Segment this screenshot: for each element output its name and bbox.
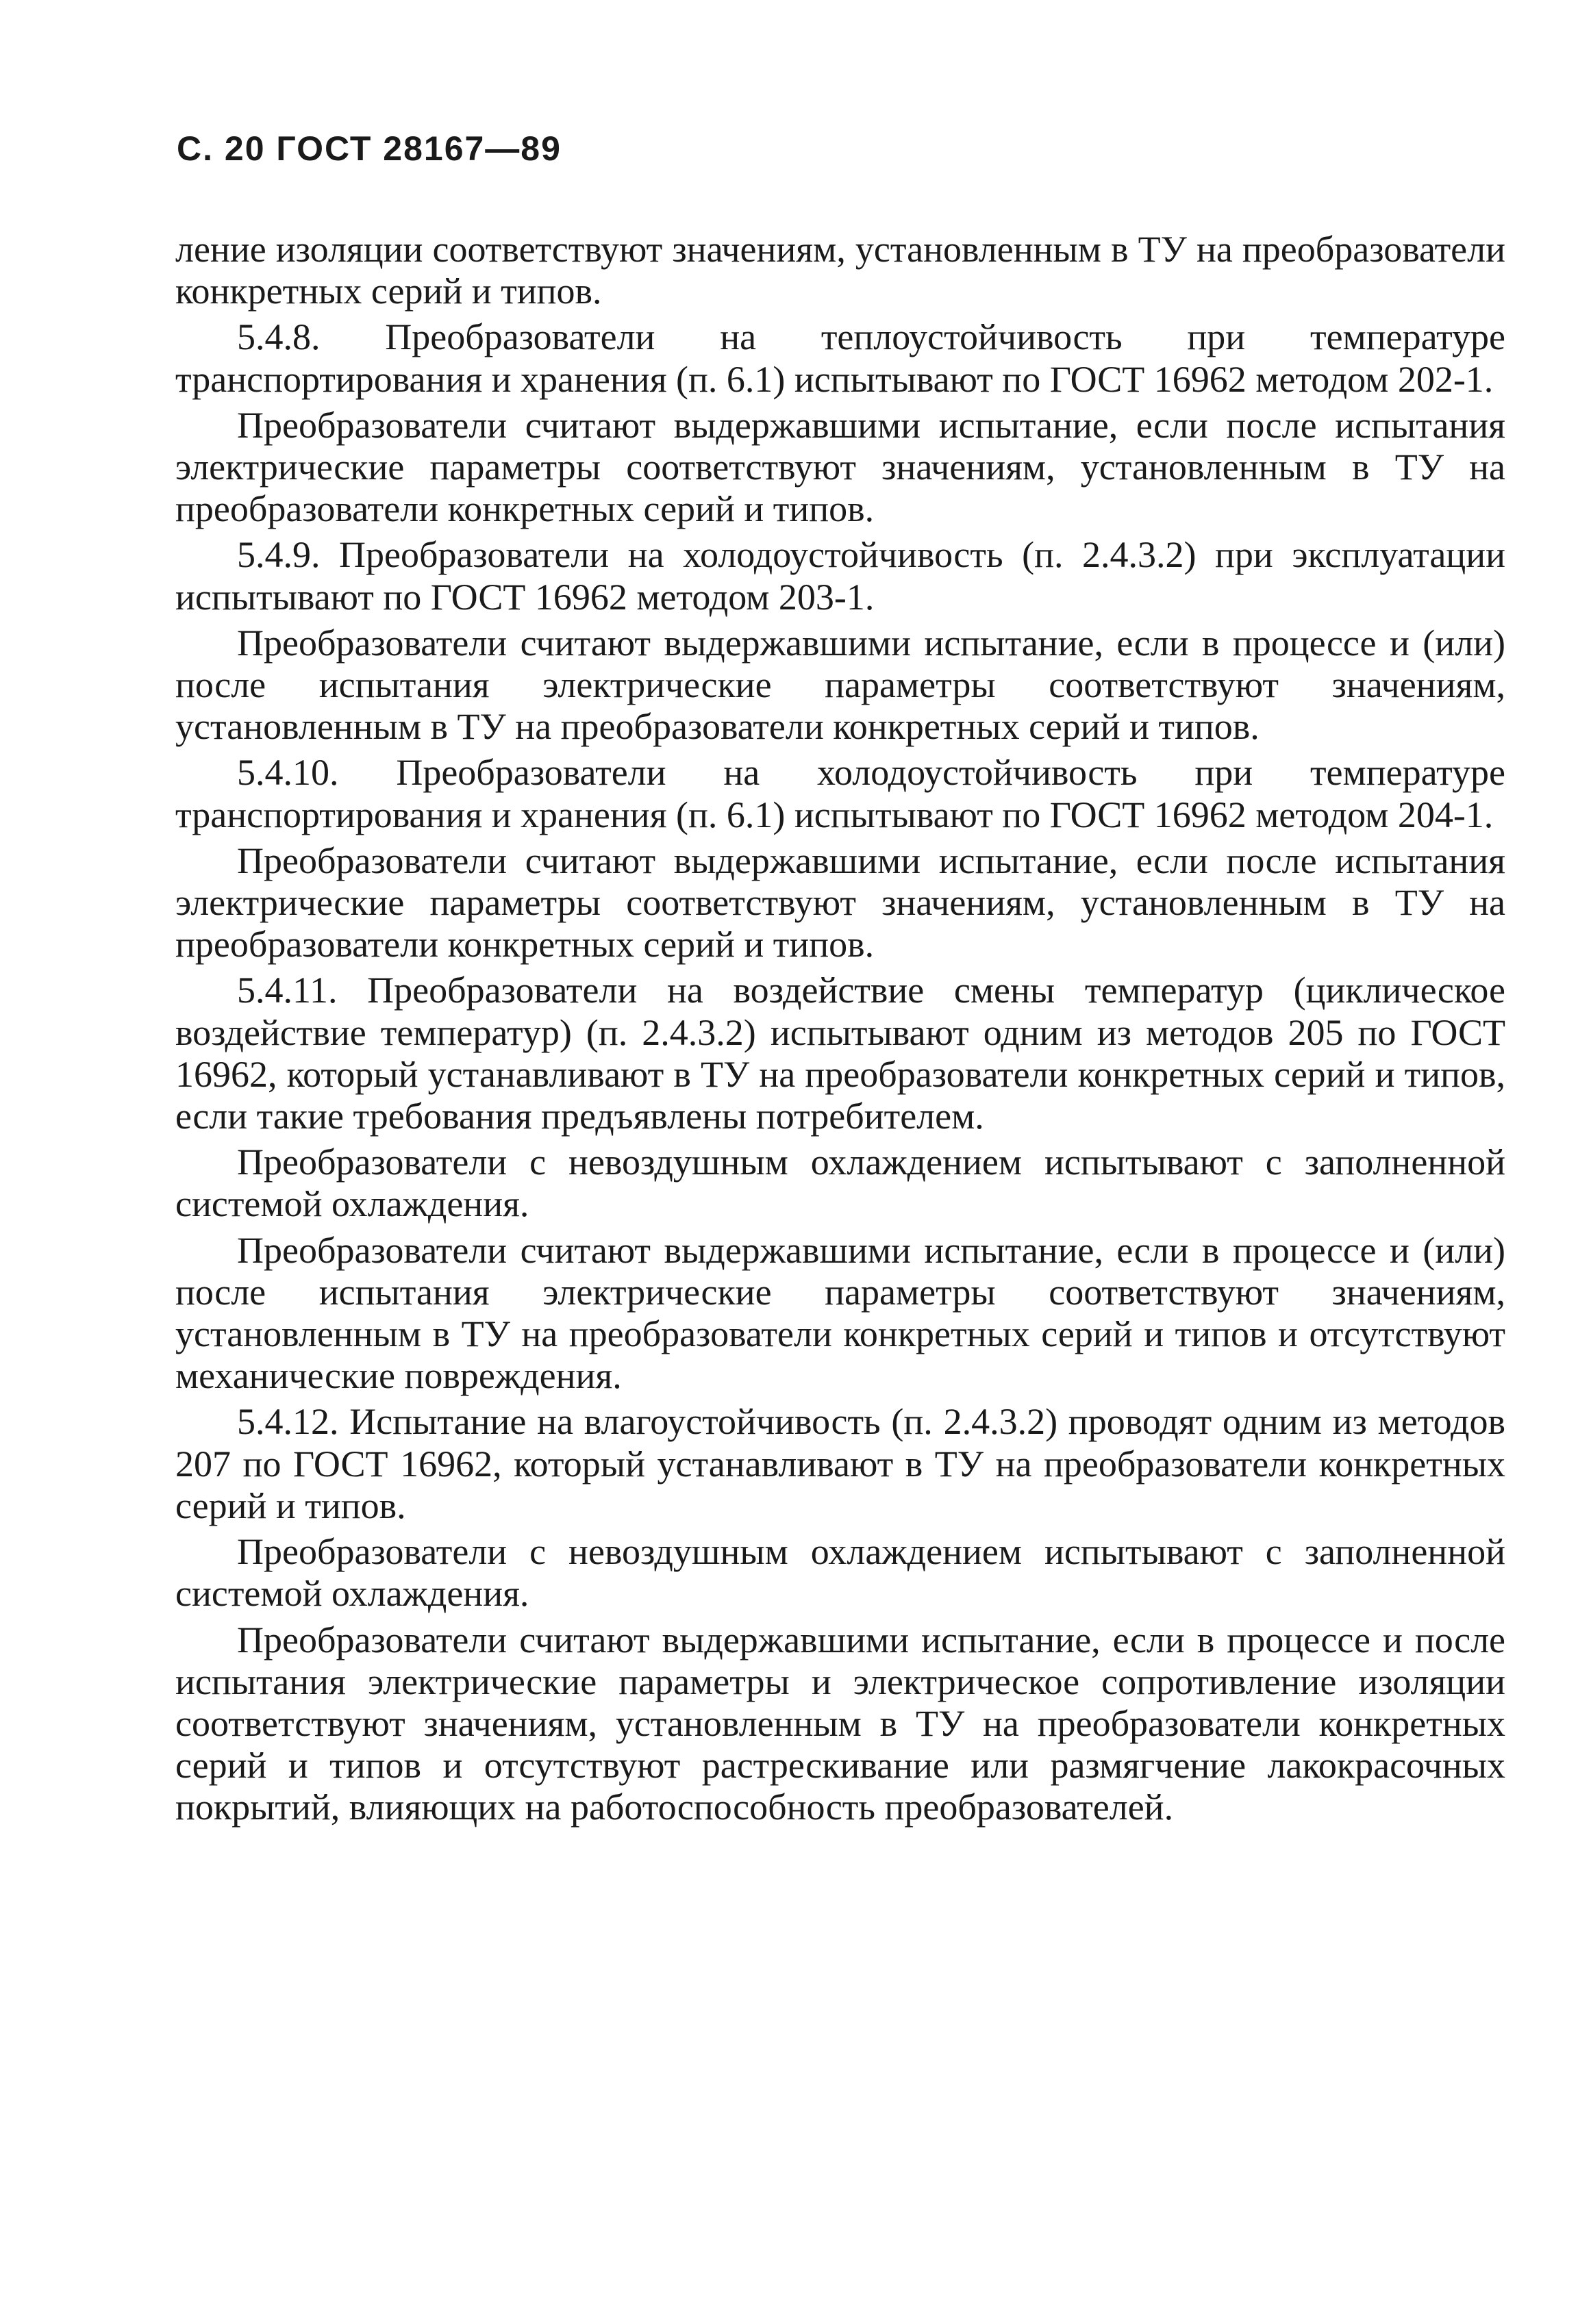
paragraph: Преобразователи считают выдержавшими испытание, если после испытания электрические параметры соответствуют значениям, установленным в ТУ на преобразователи конкретных серий и типов. [175, 839, 1505, 965]
clause-5-4-10: 5.4.10. Преобразователи на холодоустойчивость при температуре транспортирования и хранения (п. 6.1) испытывают по ГОСТ 16962 методом 204-1. [175, 752, 1505, 835]
clause-5-4-8: 5.4.8. Преобразователи на теплоустойчивость при температуре транспортирования и хранения (п. 6.1) испытывают по ГОСТ 16962 методом 202-1. [175, 316, 1505, 400]
clause-5-4-12: 5.4.12. Испытание на влагоустойчивость (п. 2.4.3.2) проводят одним из методов 207 по ГОСТ 16962, который устанавливают в ТУ на преобразователи конкретных серий и типов. [175, 1401, 1505, 1526]
paragraph: Преобразователи считают выдержавшими испытание, если после испытания электрические параметры соответствуют значениям, установленным в ТУ на преобразователи конкретных серий и типов. [175, 404, 1505, 530]
clause-5-4-9: 5.4.9. Преобразователи на холодоустойчивость (п. 2.4.3.2) при эксплуатации испытывают по ГОСТ 16962 методом 203-1. [175, 534, 1505, 618]
document-body [175, 229, 1505, 1833]
page-header: С. 20 ГОСТ 28167—89 [177, 129, 562, 168]
paragraph: Преобразователи считают выдержавшими испытание, если в процессе и (или) после испытания электрические параметры соответствуют значениям, установленным в ТУ на преобразователи конкретных серий и типов и отсутствуют механические повреждения. [175, 1229, 1505, 1397]
paragraph: Преобразователи считают выдержавшими испытание, если в процессе и после испытания электрические параметры и электрическое сопротивление изоляции соответствуют значениям, установленным в ТУ на преобразователи конкретных серий и типов и отсутствуют растрескивание или размягчение лакокрасочных покрытий, влияющих на работоспособность преобразователей. [175, 1619, 1505, 1828]
paragraph: Преобразователи считают выдержавшими испытание, если в процессе и (или) после испытания электрические параметры соответствуют значениям, установленным в ТУ на преобразователи конкретных серий и типов. [175, 622, 1505, 748]
paragraph-continuation: ление изоляции соответствуют значениям, установленным в ТУ на преобразователи конкретных серий и типов. [175, 229, 1505, 312]
clause-5-4-11: 5.4.11. Преобразователи на воздействие смены температур (циклическое воздействие температур) (п. 2.4.3.2) испытывают одним из методов 205 по ГОСТ 16962, который устанавливают в ТУ на преобразователи конкретных серий и типов, если такие требования предъявлены потребителем. [175, 970, 1505, 1137]
paragraph: Преобразователи с невоздушным охлаждением испытывают с заполненной системой охлаждения. [175, 1531, 1505, 1615]
paragraph: Преобразователи с невоздушным охлаждением испытывают с заполненной системой охлаждения. [175, 1141, 1505, 1225]
